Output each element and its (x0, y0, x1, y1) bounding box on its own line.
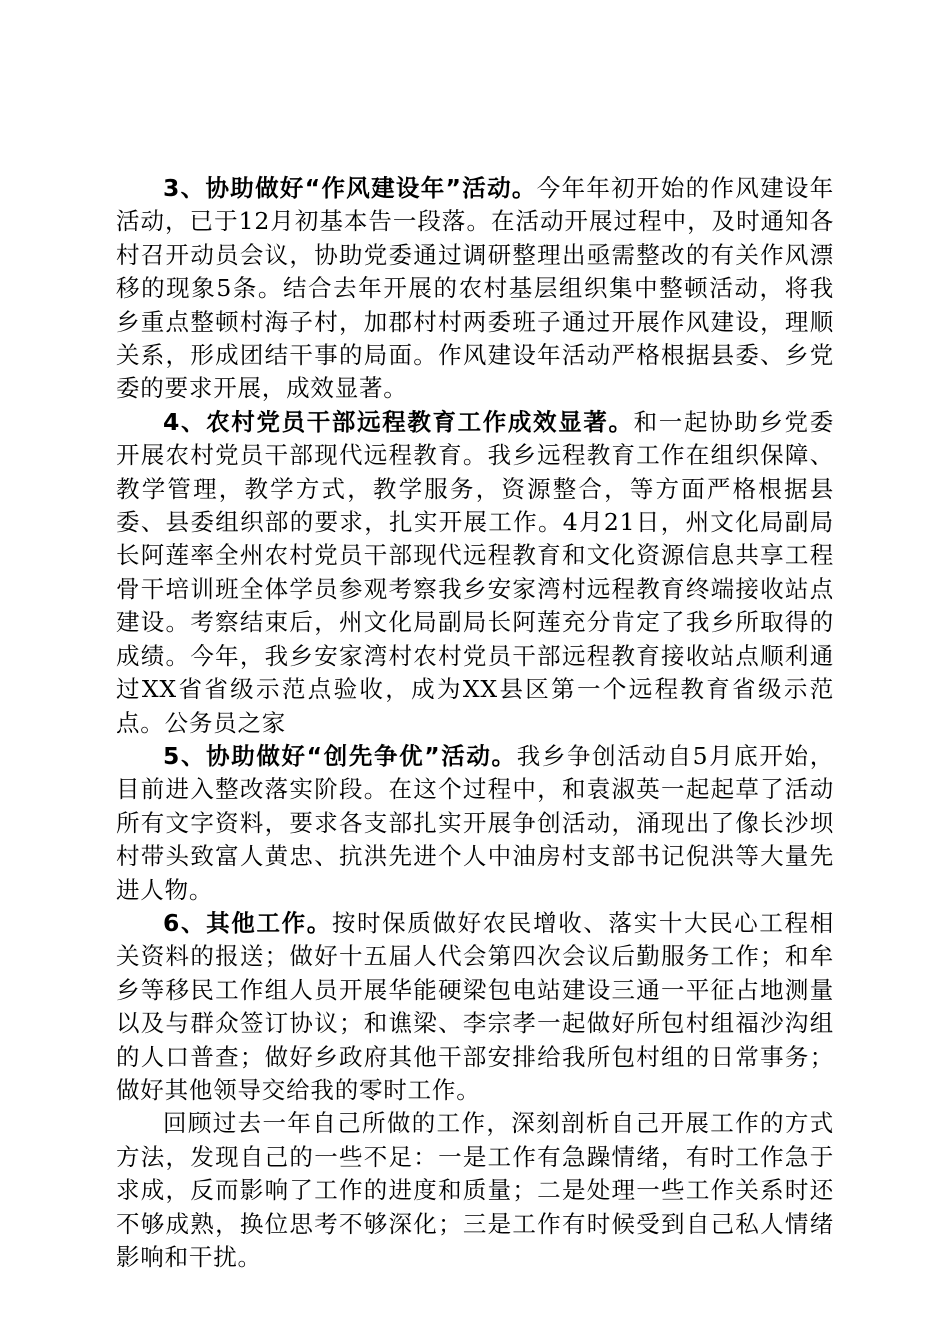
paragraph-heading: 3、协助做好“作风建设年”活动。 (163, 174, 537, 202)
paragraph-text: 今年年初开始的作风建设年活动，已于12月初基本告一段落。在活动开展过程中，及时通知各村召开动员会议，协助党委通过调研整理出亟需整改的有关作风漂移的现象5条。结合去年开展的农村基层组织集中整顿活动，将我乡重点整顿村海子村，加郡村村两委班子通过开展作风建设，理顺关系，形成团结干事的局面。作风建设年活动严格根据县委、乡党委的要求开展，成效显著。 (116, 174, 834, 403)
paragraph-heading: 6、其他工作。 (163, 908, 332, 937)
paragraph-text: 按时保质做好农民增收、落实十大民心工程相关资料的报送；做好十五届人代会第四次会议后勤服务工作；和牟乡等移民工作组人员开展华能硬梁包电站建设三通一平征占地测量以及与群众签订协议；和谯梁、李宗孝一起做好所包村组福沙沟组的人口普查；做好乡政府其他干部安排给我所包村组的日常事务；做好其他领导交给我的零时工作。 (116, 908, 835, 1104)
document-body (116, 172, 834, 1274)
paragraph-text: 回顾过去一年自己所做的工作，深刻剖析自己开展工作的方式方法，发现自己的一些不足：一是工作有急躁情绪，有时工作急于求成，反而影响了工作的进度和质量；二是处理一些工作关系时还不够成熟，换位思考不够深化；三是工作有时候受到自己私人情绪影响和干扰。 (116, 1109, 834, 1271)
paragraph-heading: 4、农村党员干部远程教育工作成效显著。 (163, 407, 634, 436)
paragraph-self-review (116, 1107, 834, 1274)
paragraph-other-work (116, 907, 834, 1107)
paragraph-work-style-year (116, 172, 834, 406)
paragraph-heading: 5、协助做好“创先争优”活动。 (163, 741, 517, 770)
paragraph-text: 我乡争创活动自5月底开始，目前进入整改落实阶段。在这个过程中，和袁淑英一起起草了活动所有文字资料，要求各支部扎实开展争创活动，涌现出了像长沙坝村带头致富人黄忠、抗洪先进个人中油房村支部书记倪洪等大量先进人物。 (116, 741, 834, 904)
paragraph-excellence-campaign (116, 740, 834, 907)
paragraph-remote-education (116, 406, 834, 740)
paragraph-text: 和一起协助乡党委开展农村党员干部现代远程教育。我乡远程教育工作在组织保障、教学管理，教学方式，教学服务，资源整合，等方面严格根据县委、县委组织部的要求，扎实开展工作。4月21日，州文化局副局长阿莲率全州农村党员干部现代远程教育和文化资源信息共享工程骨干培训班全体学员参观考察我乡安家湾村远程教育终端接收站点建设。考察结束后，州文化局副局长阿莲充分肯定了我乡所取得的成绩。今年，我乡安家湾村农村党员干部远程教育接收站点顺利通过XX省省级示范点验收，成为XX县区第一个远程教育省级示范点。公务员之家 (116, 407, 834, 737)
